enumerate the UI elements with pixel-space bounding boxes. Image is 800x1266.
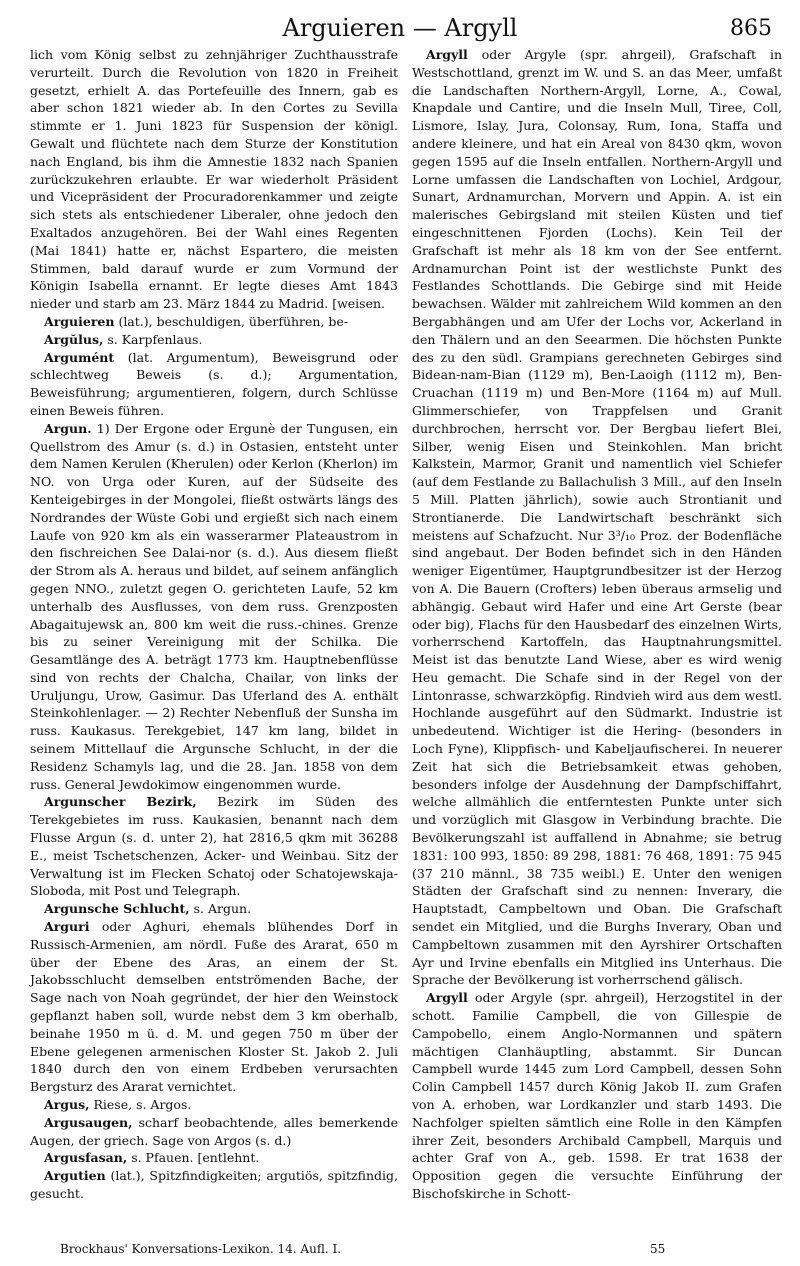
- headword: Arguri: [44, 919, 90, 935]
- entry-r-argyll2: [412, 989, 782, 1203]
- entry-l-argutien: [30, 1167, 398, 1203]
- entry-text: (lat.), beschuldigen, überführen, be-: [118, 313, 349, 329]
- page-header: [0, 14, 800, 44]
- headword: Argus,: [44, 1097, 90, 1113]
- entry-l-argument: [30, 349, 398, 420]
- entry-text: oder Argyle (spr. ahrgeil), Herzogstitel in der schott. Familie Campbell, die von Gillespie de Campobello, einem Anglo-Normannen und spätern mächtigen Clanhäuptling, abstammt. Sir Duncan Campbell wurde 1445 zum Lord Campbell, dessen Sohn Colin Campbell 1457 durch König Jakob II. zum Grafen von A. erhoben, war Lordkanzler und starb 1493. Die Nachfolger spielten sämtlich eine Rolle in den Kämpfen ihrer Zeit, besonders Archibald Campbell, Marquis und achter Graf von A., geb. 1598. Er trat 1638 der Opposition gegen die versuchte Einführung der Bischofskirche in Schott-: [412, 990, 782, 1201]
- entry-text: (lat. Argumentum), Beweisgrund oder schlechtweg Beweis (s. d.); Argumentation, Beweisführung; argumentieren, folgern, durch Schlüsse einen Beweis führen.: [30, 349, 398, 418]
- headword: Argun.: [44, 420, 92, 436]
- entry-text: scharf beobachtende, alles bemerkende Augen, der griech. Sage von Argos (s. d.): [30, 1114, 398, 1148]
- entry-l-schlucht: [30, 900, 398, 918]
- entry-l-argusfasan: [30, 1149, 398, 1167]
- headword: Argyll: [426, 990, 468, 1006]
- right-column: [412, 46, 782, 1203]
- entry-text: lich vom König selbst zu zehnjähriger Zuchthausstrafe verurteilt. Durch die Revolution von 1820 in Freiheit gesetzt, erhielt A. das Portefeuille des Innern, gab es aber schon 1821 wieder ab. In den Cortes zu Sevilla stimmte er 1. Juni 1823 für Suspension der königl. Gewalt und flüchtete nach dem Sturze der Konstitution nach England, bis ihm die Amnestie 1832 nach Spanien zurückzukehren erlaubte. Er war wiederholt Präsident und Vicepräsident der Procuradorenkammer und zeigte sich stets als entschiedener Liberaler, ohne jedoch den Exaltados anzugehören. Bei der Wahl eines Regenten (Mai 1841) hatte er, nächst Espartero, die meisten Stimmen, bald darauf wurde er zum Vormund der Königin Isabella ernannt. Er legte dieses Amt 1843 nieder und starb am 23. März 1844 zu Madrid. [weisen.: [30, 47, 398, 312]
- headword: Argunsche Schlucht,: [44, 901, 190, 917]
- entry-l-argun: [30, 420, 398, 794]
- left-column: [30, 46, 398, 1203]
- entry-l-argulus: [30, 331, 398, 349]
- entry-text: 1) Der Ergone oder Ergunè der Tungusen, ein Quellstrom des Amur (s. d.) in Ostasien, entsteht unter dem Namen Kerulen (Kherulen) oder Kerlon (Kherlon) im NO. von Urga oder Kuren, auf der Südseite des Kenteigebirges in der Mongolei, fließt ostwärts längs des Nordrandes der Wüste Gobi und ergießt sich nach einem Laufe von 920 km als ein wasserarmer Plateaustrom in den fischreichen See Dalai-nor (s. d.). Aus diesem fließt der Strom als A. heraus und bildet, auf seinem anfänglich gegen NNO., zuletzt gegen O. gerichteten Laufe, 52 km unterhalb des Ausflusses, von dem russ. Grenzposten Abagaitujewsk an, 800 km weit die russ.-chines. Grenze bis zu seiner Vereinigung mit der Schilka. Die Gesamtlänge des A. beträgt 1773 km. Hauptnebenflüsse sind von rechts der Chalcha, Chailar, von links der Uruljungu, Urow, Gasimur. Das Uferland des A. enthält Steinkohlenlager. — 2) Rechter Nebenfluß der Sunsha im russ. Kaukasus. Terekgebiet, 147 km lang, bildet in seinem Mittellauf die Argunsche Schlucht, in der die Residenz Schamyls lag, und die 28. Jan. 1858 von dem russ. General Jewdokimow eingenommen wurde.: [30, 420, 398, 792]
- entry-l-arguieren: [30, 313, 398, 331]
- entry-l-arguri: [30, 918, 398, 1096]
- entry-text: s. Pfauen. [entlehnt.: [131, 1150, 260, 1166]
- headword: Argŭlus,: [44, 331, 104, 347]
- entry-l-bezirk: [30, 793, 398, 900]
- running-head: Arguieren — Argyll: [282, 14, 518, 42]
- entry-text: s. Argun.: [193, 901, 252, 917]
- entry-text: s. Karpfenlaus.: [107, 331, 203, 347]
- entry-l-argus: [30, 1096, 398, 1114]
- entry-l-cont: [30, 46, 398, 313]
- entry-l-argusaugen: [30, 1114, 398, 1150]
- entry-text: Bezirk im Süden des Terekgebietes im russ. Kaukasien, benannt nach dem Flusse Argun (s. d. unter 2), hat 2816,5 qkm mit 36288 E., meist Tschetschenzen, Acker- und Weinbau. Sitz der Verwaltung ist im Flecken Schatoj oder Schatojewskaja-Sloboda, mit Post und Telegraph.: [30, 794, 398, 899]
- entry-text: oder Argyle (spr. ahrgeil), Grafschaft in Westschottland, grenzt im W. und S. an das Meer, umfaßt die Landschaften Northern-Argyll, Lorne, A., Cowal, Knapdale und Cantire, und die Inseln Mull, Tiree, Coll, Lismore, Islay, Jura, Colonsay, Rum, Iona, Staffa und andere kleinere, und hat ein Areal von 8430 qkm, wovon gegen 1595 auf die Inseln entfallen. Northern-Argyll und Lorne umfassen die Landschaften von Lochiel, Ardgour, Sunart, Ardnamurchan, Morvern und Appin. A. ist ein malerisches Gebirgsland mit steilen Küsten und tief eingeschnittenen Fjorden (Lochs). Kein Teil der Grafschaft ist mehr als 18 km von der See entfernt. Ardnamurchan Point ist der westlichste Punkt des Festlandes Schottlands. Die Gebirge sind mit Heide bewachsen. Wälder mit zahlreichem Wild kommen an den Bergabhängen und am Ufer der Lochs vor, Ackerland in den Thälern und an den Seearmen. Die höchsten Punkte des zu den südl. Grampians gerechneten Gebirges sind Bidean-nam-Bian (1129 m), Ben-Laoigh (1112 m), Ben-Cruachan (1119 m) und Ben-More (1164 m) auf Mull. Glimmerschiefer, von Trappfelsen und Granit durchbrochen, herrscht vor. Der Bergbau liefert Blei, Silber, wenig Eisen und Steinkohlen. Man bricht Kalkstein, Marmor, Granit und namentlich viel Schiefer (auf dem Festlande zu Ballachulish 3 Mill., auf den Inseln 5 Mill. Platten jährlich), sowie auch Strontianit und Strontianerde. Die Landwirtschaft beschränkt sich meistens auf Schafzucht. Nur 3³/₁₀ Proz. der Bodenfläche sind angebaut. Der Boden befindet sich in den Händen weniger Eigentümer, Hauptgrundbesitzer ist der Herzog von A. Die Bauern (Crofters) leben überaus armselig und abhängig. Gebaut wird Hafer und eine Art Gerste (bear oder big), Flachs für den Hausbedarf des einzelnen Wirts, vorherrschend Kartoffeln, das Hauptnahrungsmittel. Meist ist das benutzte Land Wiese, aber es wird wenig Heu gemacht. Die Schafe sind in der Regel von der Lintonrasse, schwarzköpfig. Rindvieh wird aus dem westl. Hochlande ausgeführt auf den Südmarkt. Industrie ist unbedeutend. Wichtiger ist die Hering- (besonders in Loch Fyne), Klippfisch- und Kabeljaufischerei. In neuerer Zeit hat sich die Betriebsamkeit etwas gehoben, besonders infolge der Ausdehnung der Dampfschiffahrt, welche allmählich die entferntesten Punkte unter sich und vorzüglich mit Glasgow in Verbindung brachte. Die Bevölkerungszahl ist auffallend in Abnahme; sie betrug 1831: 100 993, 1850: 89 298, 1881: 76 468, 1891: 75 945 (37 210 männl., 38 735 weibl.) E. Unter den wenigen Städten der Grafschaft sind zu nennen: Inverary, die Hauptstadt, Campbeltown und Oban. Die Grafschaft sendet ein Mitglied, und die Burghs Inverary, Oban und Campbeltown zusammen mit den Ayrshirer Ortschaften Ayr und Irvine ebenfalls ein Mitglied ins Unterhaus. Die Sprache der Bevölkerung ist vorherrschend gälisch.: [412, 47, 782, 988]
- headword: Argusaugen,: [44, 1114, 133, 1130]
- sheet-signature: 55: [650, 1242, 666, 1256]
- headword: Argutien: [44, 1168, 106, 1184]
- headword: Argunscher Bezirk,: [44, 794, 197, 810]
- headword: Arguieren: [44, 313, 115, 329]
- entry-text: oder Aghuri, ehemals blühendes Dorf in Russisch-Armenien, am nördl. Fuße des Ararat, 650 m über der Ebene des Aras, an einem der St. Jakobsschlucht demselben entströmenden Bache, der Sage nach von Noah gegründet, der hier den Weinstock gepflanzt haben soll, wurde nebst dem 3 km oberhalb, beinahe 1950 m ü. d. M. und gegen 750 m über der Ebene gelegenen armenischen Kloster St. Jakob 2. Juli 1840 durch den von einem Erdbeben verursachten Bergsturz des Ararat vernichtet.: [30, 919, 398, 1095]
- publisher-line: Brockhaus' Konversations-Lexikon. 14. Aufl. I.: [60, 1242, 342, 1256]
- entry-text: Riese, s. Argos.: [93, 1097, 192, 1113]
- headword: Argumént: [44, 349, 115, 365]
- page-number: 865: [730, 16, 772, 41]
- page-footer: [0, 1242, 800, 1262]
- entry-text: (lat.), Spitzfindigkeiten; argutiös, spitzfindig, gesucht.: [30, 1168, 398, 1201]
- headword: Argusfasan,: [44, 1150, 128, 1166]
- headword: Argyll: [426, 47, 468, 62]
- entry-r-argyll1: [412, 46, 782, 989]
